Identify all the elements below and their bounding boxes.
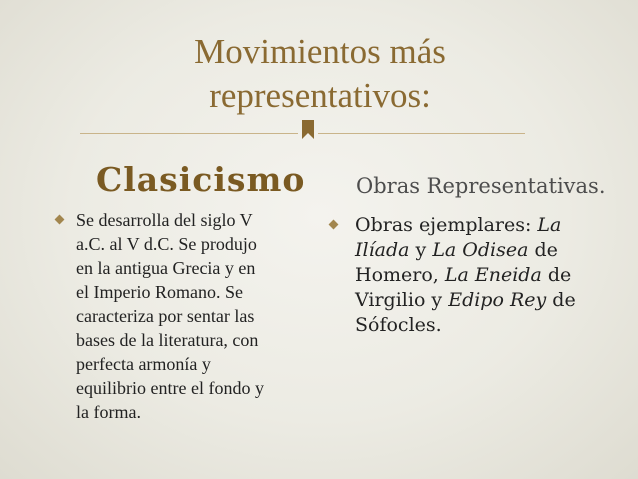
left-column	[56, 208, 316, 424]
text-line: la forma.	[76, 402, 141, 422]
text-line: en la antigua Grecia y en	[76, 258, 256, 278]
text-run: Obras ejemplares:	[355, 214, 538, 236]
diamond-bullet-icon	[55, 215, 65, 225]
text-run: de Homero,	[355, 239, 558, 286]
work-title-odisea: La Odisea	[432, 239, 529, 261]
right-column-heading: Obras Representativas.	[356, 174, 606, 198]
text-run: y	[409, 239, 433, 261]
slide-title	[130, 30, 510, 118]
left-bullet-text	[76, 208, 316, 424]
work-title-iliada: La Ilíada	[355, 214, 562, 261]
text-run: de Sófocles.	[355, 289, 576, 336]
right-column	[330, 213, 580, 338]
right-bullet-text	[355, 213, 580, 338]
text-line: a.C. al V d.C. Se produjo	[76, 234, 257, 254]
list-item	[56, 208, 316, 424]
text-line: equilibrio entre el fondo y	[76, 378, 264, 398]
text-run: de Virgilio y	[355, 264, 572, 311]
title-rule-right	[318, 133, 525, 134]
slide-title-line-1: Movimientos más	[194, 32, 446, 71]
left-column-heading: Clasicismo	[96, 160, 306, 199]
slide-title-line-2: representativos:	[209, 76, 431, 115]
text-line: perfecta armonía y	[76, 354, 211, 374]
diamond-bullet-icon	[329, 220, 339, 230]
work-title-edipo: Edipo Rey	[448, 289, 547, 311]
text-line: bases de la literatura, con	[76, 330, 259, 350]
bookmark-icon	[300, 120, 316, 140]
text-line: caracteriza por sentar las	[76, 306, 255, 326]
title-rule-left	[80, 133, 298, 134]
text-line: el Imperio Romano. Se	[76, 282, 243, 302]
list-item	[330, 213, 580, 338]
text-line: Se desarrolla del siglo V	[76, 210, 253, 230]
work-title-eneida: La Eneida	[444, 264, 542, 286]
